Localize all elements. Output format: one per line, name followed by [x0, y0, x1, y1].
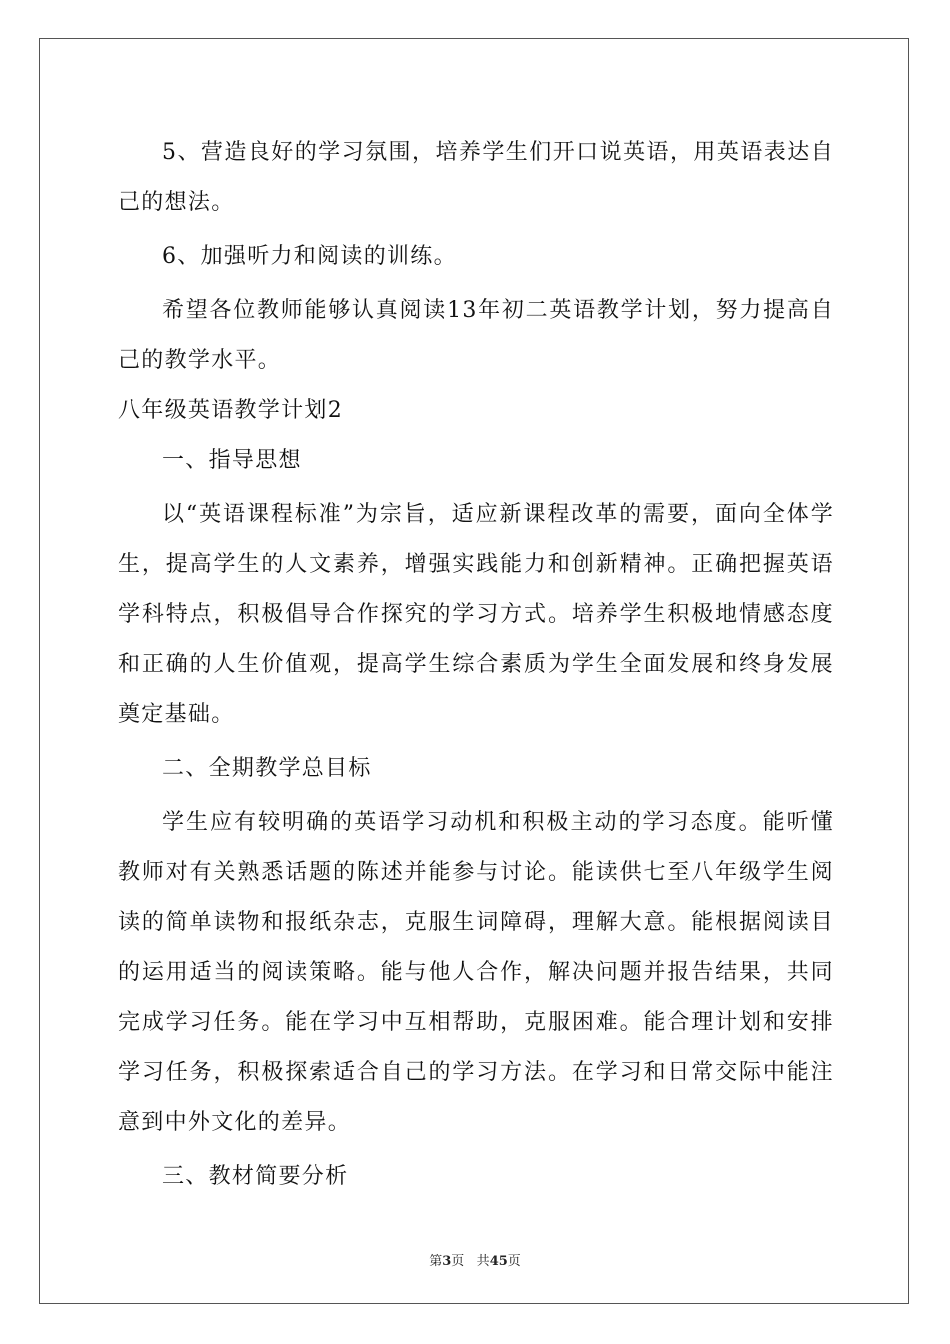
heading-guiding-thought: 一、指导思想 [162, 448, 302, 473]
page-prefix: 第 [429, 1254, 443, 1269]
section-title: 八年级英语教学计划2 [118, 398, 343, 423]
paragraph-closing: 希望各位教师能够认真阅读13年初二英语教学计划，努力提高自己的教学水平。 [118, 298, 834, 373]
paragraph-item-6: 6、加强听力和阅读的训练。 [162, 244, 457, 269]
page-footer [0, 1250, 950, 1269]
total-prefix: 共 [476, 1254, 490, 1269]
heading-overall-goals: 二、全期教学总目标 [162, 756, 372, 781]
total-suffix: 页 [507, 1254, 521, 1269]
page-number: 3 [442, 1254, 452, 1269]
paragraph-item-5: 5、营造良好的学习氛围，培养学生们开口说英语，用英语表达自己的想法。 [118, 140, 834, 215]
paragraph-overall-goals: 学生应有较明确的英语学习动机和积极主动的学习态度。能听懂教师对有关熟悉话题的陈述并能参与讨论。能读供七至八年级学生阅读的简单读物和报纸杂志，克服生词障碍，理解大意。能根据阅读目的运用适当的阅读策略。能与他人合作，解决问题并报告结果，共同完成学习任务。能在学习中互相帮助，克服困难。能合理计划和安排学习任务，积极探索适合自己的学习方法。在学习和日常交际中能注意到中外文化的差异。 [118, 810, 834, 1135]
heading-textbook-analysis: 三、教材简要分析 [162, 1164, 349, 1189]
paragraph-guiding-thought: 以“英语课程标准”为宗旨，适应新课程改革的需要，面向全体学生，提高学生的人文素养，增强实践能力和创新精神。正确把握英语学科特点，积极倡导合作探究的学习方式。培养学生积极地情感态度和正确的人生价值观，提高学生综合素质为学生全面发展和终身发展奠定基础。 [118, 502, 834, 727]
total-pages: 45 [489, 1254, 508, 1269]
document-body [118, 128, 834, 1202]
page-suffix: 页 [451, 1254, 465, 1269]
